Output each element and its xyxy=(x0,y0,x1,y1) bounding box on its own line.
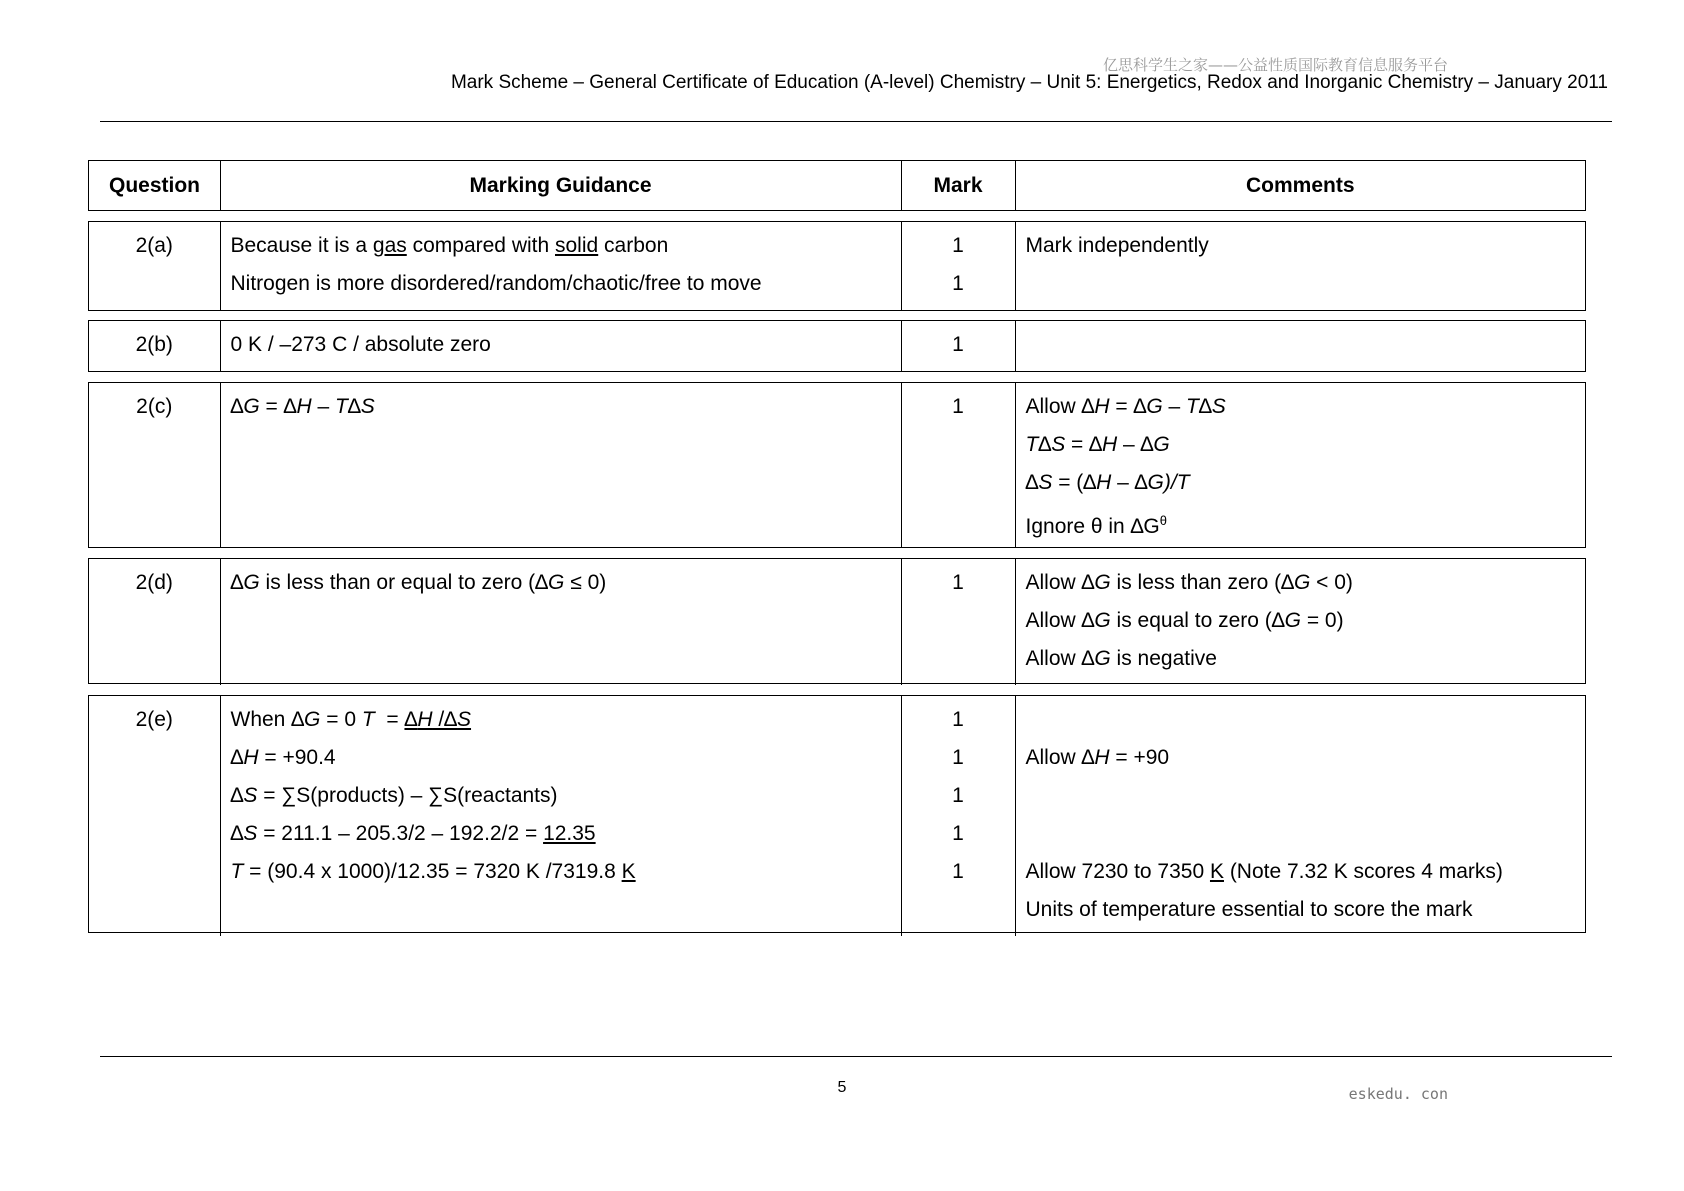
comments: Mark independently xyxy=(1015,222,1585,310)
marks: 1 xyxy=(901,559,1015,685)
header-rule xyxy=(100,121,1612,122)
equation: ∆G = ∆H – T∆S xyxy=(230,395,375,418)
col-question: Question xyxy=(109,173,201,197)
col-comments: Comments xyxy=(1015,161,1585,210)
comments: Allow ∆H = ∆G – T∆S T∆S = ∆H – ∆G ∆S = (∆H – ∆G)/T Ignore θ in $\Delta G^\theta$ xyxy=(1015,383,1585,547)
guidance-line: Nitrogen is more disordered/random/chaotic/free to move xyxy=(230,272,762,295)
row-2b xyxy=(88,320,1586,372)
row-2e xyxy=(88,695,1586,933)
guidance-line: Because it is a gas compared with solid carbon xyxy=(230,234,669,257)
question-id: 2(b) xyxy=(135,333,173,356)
comments: Allow ∆H = +90 Allow 7230 to 7350 K (Note 7.32 K scores 4 marks) Units of temperature essential to score the mark xyxy=(1015,696,1585,936)
page-number: 5 xyxy=(837,1079,847,1096)
guidance xyxy=(220,222,901,310)
comments xyxy=(1015,321,1585,371)
site-watermark: eskedu. con xyxy=(1348,1085,1448,1103)
marks: 1 1 xyxy=(901,222,1015,310)
question-id: 2(e) xyxy=(135,708,173,731)
guidance: When ∆G = 0 T = ∆H /∆S ∆H = +90.4 ∆S = ∑S(products) – ∑S(reactants) ∆S = 211.1 – 205.3/2 – 192.2/2 = 12.35 T = (90.4 x 1000)/12.35 = 7320 K /7319.8 K xyxy=(220,696,901,936)
col-mark: Mark xyxy=(901,161,1015,210)
guidance xyxy=(220,383,901,547)
marks: 1 xyxy=(901,321,1015,371)
row-2a xyxy=(88,221,1586,311)
col-guidance: Marking Guidance xyxy=(220,161,901,210)
question-id: 2(c) xyxy=(136,395,173,418)
marks: 1 xyxy=(901,383,1015,547)
page-header: Mark Scheme – General Certificate of Education (A-level) Chemistry – Unit 5: Energetics, Redox and Inorganic Chemistry – January 2011 xyxy=(450,72,1608,93)
guidance: 0 K / –273 C / absolute zero xyxy=(220,321,901,371)
question-id: 2(d) xyxy=(135,571,173,594)
watermark: 亿思科学生之家——公益性质国际教育信息服务平台 xyxy=(1102,56,1448,74)
question-id: 2(a) xyxy=(135,234,173,257)
table-header xyxy=(88,160,1586,211)
guidance: ∆G is less than or equal to zero (∆G ≤ 0) xyxy=(220,559,901,685)
row-2c xyxy=(88,382,1586,548)
marks: 1 1 1 1 1 xyxy=(901,696,1015,936)
comments: Allow ∆G is less than zero (∆G < 0) Allow ∆G is equal to zero (∆G = 0) Allow ∆G is negative xyxy=(1015,559,1585,685)
footer-rule xyxy=(100,1056,1612,1057)
row-2d xyxy=(88,558,1586,684)
